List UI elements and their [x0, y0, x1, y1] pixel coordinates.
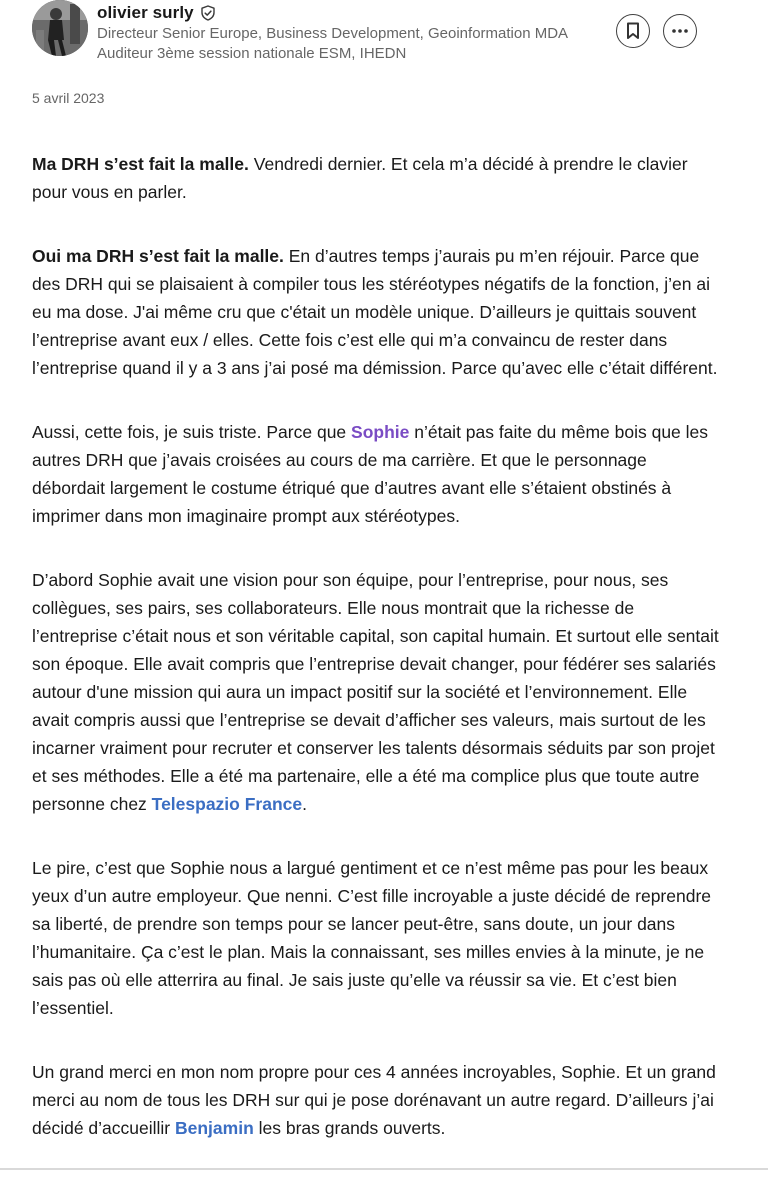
paragraph-5 — [32, 854, 722, 1022]
mention-sophie-link[interactable]: Sophie — [351, 422, 410, 442]
author-avatar[interactable] — [32, 0, 88, 56]
paragraph-3-text-after: n’était pas faite du même bois que les autres DRH que j’avais croisées au cours de ma carrière. Et que le personnage débordait largement le costume étriqué que d’autres avant elle s’étaient obstinés à imprimer dans mon imaginaire prompt aux stéréotypes. — [32, 422, 709, 526]
mention-telespazio-link[interactable]: Telespazio France — [151, 794, 303, 814]
paragraph-2-text: En d’autres temps j’aurais pu m’en réjouir. Parce que des DRH qui se plaisaient à compiler tous les stéréotypes négatifs de la fonction, j’en ai eu ma dose. J'ai même cru que c'était un modèle unique. D’ailleurs je quittais souvent l’entreprise avant eux / elles. Cette fois c’est elle qui m’a convaincu de rester dans l’entreprise quand il y a 3 ans j’ai posé ma démission. Parce qu’avec elle c’était différent. — [32, 246, 718, 378]
paragraph-1 — [32, 150, 722, 206]
author-name[interactable]: olivier surly — [97, 3, 194, 22]
save-article-button[interactable] — [616, 14, 650, 48]
article-body — [32, 150, 722, 1178]
more-horizontal-icon — [671, 28, 689, 34]
shield-check-icon — [200, 5, 216, 21]
mention-benjamin-link[interactable]: Benjamin — [175, 1118, 254, 1138]
paragraph-6-text-after: les bras grands ouverts. — [253, 1118, 446, 1138]
paragraph-1-bold: Ma DRH s’est fait la malle. — [32, 154, 249, 174]
author-headline-line-1: Directeur Senior Europe, Business Development, Geoinformation MDA — [97, 25, 569, 42]
paragraph-6-text-before: Un grand merci en mon nom propre pour ces 4 années incroyables, Sophie. Et un grand merci au nom de tous les DRH sur qui je pose dorénavant un autre regard. D’ailleurs j’ai décidé d’accueillir — [32, 1062, 716, 1138]
more-options-button[interactable] — [663, 14, 697, 48]
paragraph-6 — [32, 1058, 722, 1142]
paragraph-4-text-before: D’abord Sophie avait une vision pour son équipe, pour l’entreprise, pour nous, ses collègues, ses pairs, ses collaborateurs. Elle nous montrait que la richesse de l’entreprise c’était nous et son véritable capital, son capital humain. Et surtout elle sentait son époque. Elle avait compris que l’entreprise devait changer, pour fédérer ses salariés autour d'une mission qui aura un impact positif sur la société et l’environnement. Elle avait compris aussi que l’entreprise se devait d’afficher ses valeurs, mais surtout de les incarner vraiment pour recruter et conserver les talents désormais séduits par son projet et ses méthodes. Elle a été ma partenaire, elle a été ma complice plus que toute autre personne chez — [32, 570, 719, 814]
post-header — [32, 0, 732, 70]
paragraph-2 — [32, 242, 722, 382]
bookmark-icon — [625, 22, 641, 40]
author-info — [97, 2, 617, 64]
paragraph-4 — [32, 566, 722, 818]
paragraph-5-text: Le pire, c’est que Sophie nous a largué gentiment et ce n’est même pas pour les beaux yeux d’un autre employeur. Que nenni. C’est fille incroyable a juste décidé de reprendre sa liberté, de prendre son temps pour se lancer peut-être, sans doute, un jour dans l’humanitaire. Ça c’est le plan. Mais la connaissant, ses milles envies à la minute, je ne sais pas où elle atterrira au final. Je sais juste qu’elle va réussir sa vie. Et c’est bien l’essentiel. — [32, 858, 712, 1018]
paragraph-3-text-before: Aussi, cette fois, je suis triste. Parce que — [32, 422, 352, 442]
publish-date: 5 avril 2023 — [32, 90, 105, 106]
paragraph-4-text-after: . — [302, 794, 307, 814]
author-headline-line-2: Auditeur 3ème session nationale ESM, IHEDN — [97, 45, 407, 62]
paragraph-3 — [32, 418, 722, 530]
avatar-photo-icon — [32, 0, 88, 56]
paragraph-2-bold: Oui ma DRH s’est fait la malle. — [32, 246, 284, 266]
paragraph-1-text: Vendredi dernier. Et cela m’a décidé à prendre le clavier pour vous en parler. — [32, 154, 688, 202]
